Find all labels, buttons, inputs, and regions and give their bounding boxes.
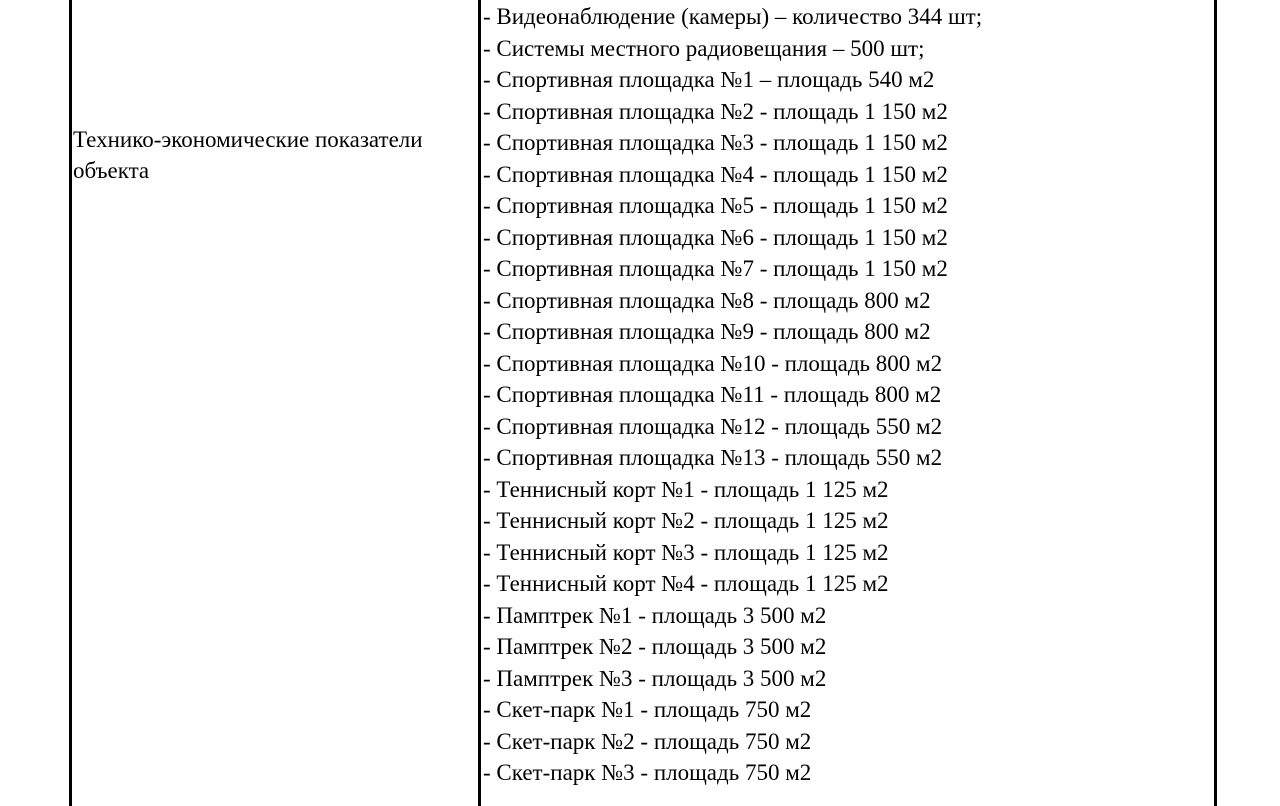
table-item: - Спортивная площадка №1 – площадь 540 м2 (483, 67, 935, 92)
table-item: - Памптрек №1 - площадь 3 500 м2 (483, 602, 827, 628)
table-item: - Спортивная площадка №11 - площадь 800 м2 (483, 382, 942, 407)
table-item: - Скет-парк №3 - площадь 750 м2 (483, 760, 812, 785)
table-item: - Спортивная площадка №9 - площадь 800 м2 (483, 319, 931, 344)
table-item: - Спортивная площадка №3 - площадь 1 150 м2 (483, 130, 948, 155)
table-item: - Спортивная площадка №2 - площадь 1 150 м2 (483, 98, 948, 124)
table-item: - Видеонаблюдение (камеры) – количество 344 шт; (483, 4, 983, 29)
table-border-right (1214, 0, 1217, 806)
table-item: - Спортивная площадка №4 - площадь 1 150 м2 (483, 161, 948, 187)
table-item: - Памптрек №3 - площадь 3 500 м2 (483, 665, 827, 691)
table-item: - Спортивная площадка №6 - площадь 1 150 м2 (483, 224, 948, 250)
table-border-left (69, 0, 72, 806)
table-item: - Спортивная площадка №7 - площадь 1 150 м2 (483, 256, 948, 281)
table-border-middle (478, 0, 481, 806)
table-item: - Памптрек №2 - площадь 3 500 м2 (483, 634, 827, 659)
table-value-cell (483, 1, 1213, 789)
table-item: - Спортивная площадка №12 - площадь 550 м2 (483, 413, 943, 439)
table-item: - Теннисный корт №2 - площадь 1 125 м2 (483, 508, 889, 533)
table-item: - Спортивная площадка №10 - площадь 800 м2 (483, 350, 943, 376)
table-label-cell: Технико-экономические показатели объекта (73, 127, 423, 183)
table-item: - Теннисный корт №4 - площадь 1 125 м2 (483, 571, 889, 596)
table-item: - Теннисный корт №3 - площадь 1 125 м2 (483, 539, 889, 565)
table-item: - Теннисный корт №1 - площадь 1 125 м2 (483, 476, 889, 502)
table-item: - Спортивная площадка №13 - площадь 550 м2 (483, 445, 943, 470)
table-item: - Скет-парк №1 - площадь 750 м2 (483, 697, 812, 722)
table-item: - Системы местного радиовещания – 500 шт; (483, 35, 925, 61)
table-item: - Спортивная площадка №5 - площадь 1 150 м2 (483, 193, 948, 218)
table-item: - Скет-парк №2 - площадь 750 м2 (483, 728, 812, 754)
table-item: - Спортивная площадка №8 - площадь 800 м2 (483, 287, 931, 313)
